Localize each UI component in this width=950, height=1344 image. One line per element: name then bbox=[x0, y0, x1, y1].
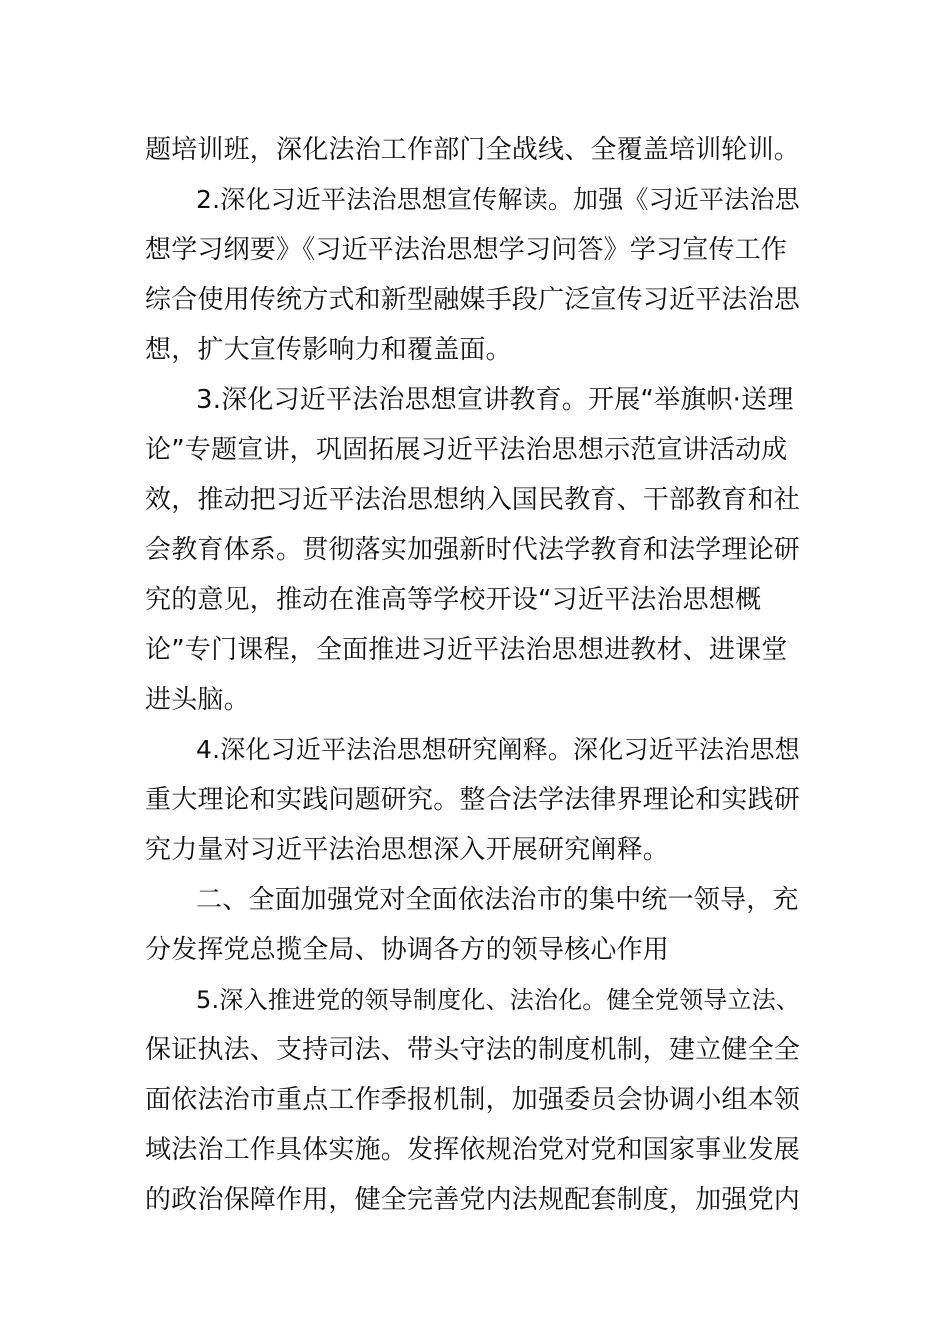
text-line-13: 4.深化习近平法治思想研究阐释。深化习近平法治思想 bbox=[196, 735, 800, 764]
text-line-9: 会教育体系。贯彻落实加强新时代法学教育和法学理论研 bbox=[145, 535, 801, 565]
text-line-22: 的政治保障作用，健全完善党内法规配套制度，加强党内 bbox=[145, 1185, 801, 1215]
text-line-3: 想学习纲要》《习近平法治思想学习问答》学习宣传工作 bbox=[145, 235, 788, 265]
section-heading-line-1: 二、全面加强党对全面依法治市的集中统一领导，充 bbox=[196, 885, 799, 915]
text-line-2: 2.深化习近平法治思想宣传解读。加强《习近平法治思 bbox=[196, 185, 800, 214]
text-line-7: 论”专题宣讲，巩固拓展习近平法治思想示范宣讲活动成 bbox=[145, 435, 788, 465]
text-line-4: 综合使用传统方式和新型融媒手段广泛宣传习近平法治思 bbox=[145, 285, 801, 315]
text-line-12: 进头脑。 bbox=[145, 685, 250, 715]
section-heading-line-2: 分发挥党总揽全局、协调各方的领导核心作用 bbox=[145, 935, 670, 965]
text-line-20: 面依法治市重点工作季报机制，加强委员会协调小组本领 bbox=[145, 1085, 801, 1115]
text-line-5: 想，扩大宣传影响力和覆盖面。 bbox=[145, 335, 512, 365]
text-line-21: 域法治工作具体实施。发挥依规治党对党和国家事业发展 bbox=[145, 1135, 801, 1165]
text-line-15: 究力量对习近平法治思想深入开展研究阐释。 bbox=[145, 835, 670, 865]
text-line-6: 3.深化习近平法治思想宣讲教育。开展“举旗帜·送理 bbox=[196, 385, 794, 415]
text-line-10: 究的意见，推动在淮高等学校开设“习近平法治思想概 bbox=[145, 585, 762, 615]
text-line-11: 论”专门课程，全面推进习近平法治思想进教材、进课堂 bbox=[145, 635, 788, 665]
text-line-8: 效，推动把习近平法治思想纳入国民教育、干部教育和社 bbox=[145, 485, 801, 515]
text-line-14: 重大理论和实践问题研究。整合法学法律界理论和实践研 bbox=[145, 785, 801, 815]
text-line-1: 题培训班，深化法治工作部门全战线、全覆盖培训轮训。 bbox=[145, 135, 801, 165]
text-line-18: 5.深入推进党的领导制度化、法治化。健全党领导立法、 bbox=[196, 986, 801, 1014]
text-line-19: 保证执法、支持司法、带头守法的制度机制，建立健全全 bbox=[145, 1035, 801, 1065]
